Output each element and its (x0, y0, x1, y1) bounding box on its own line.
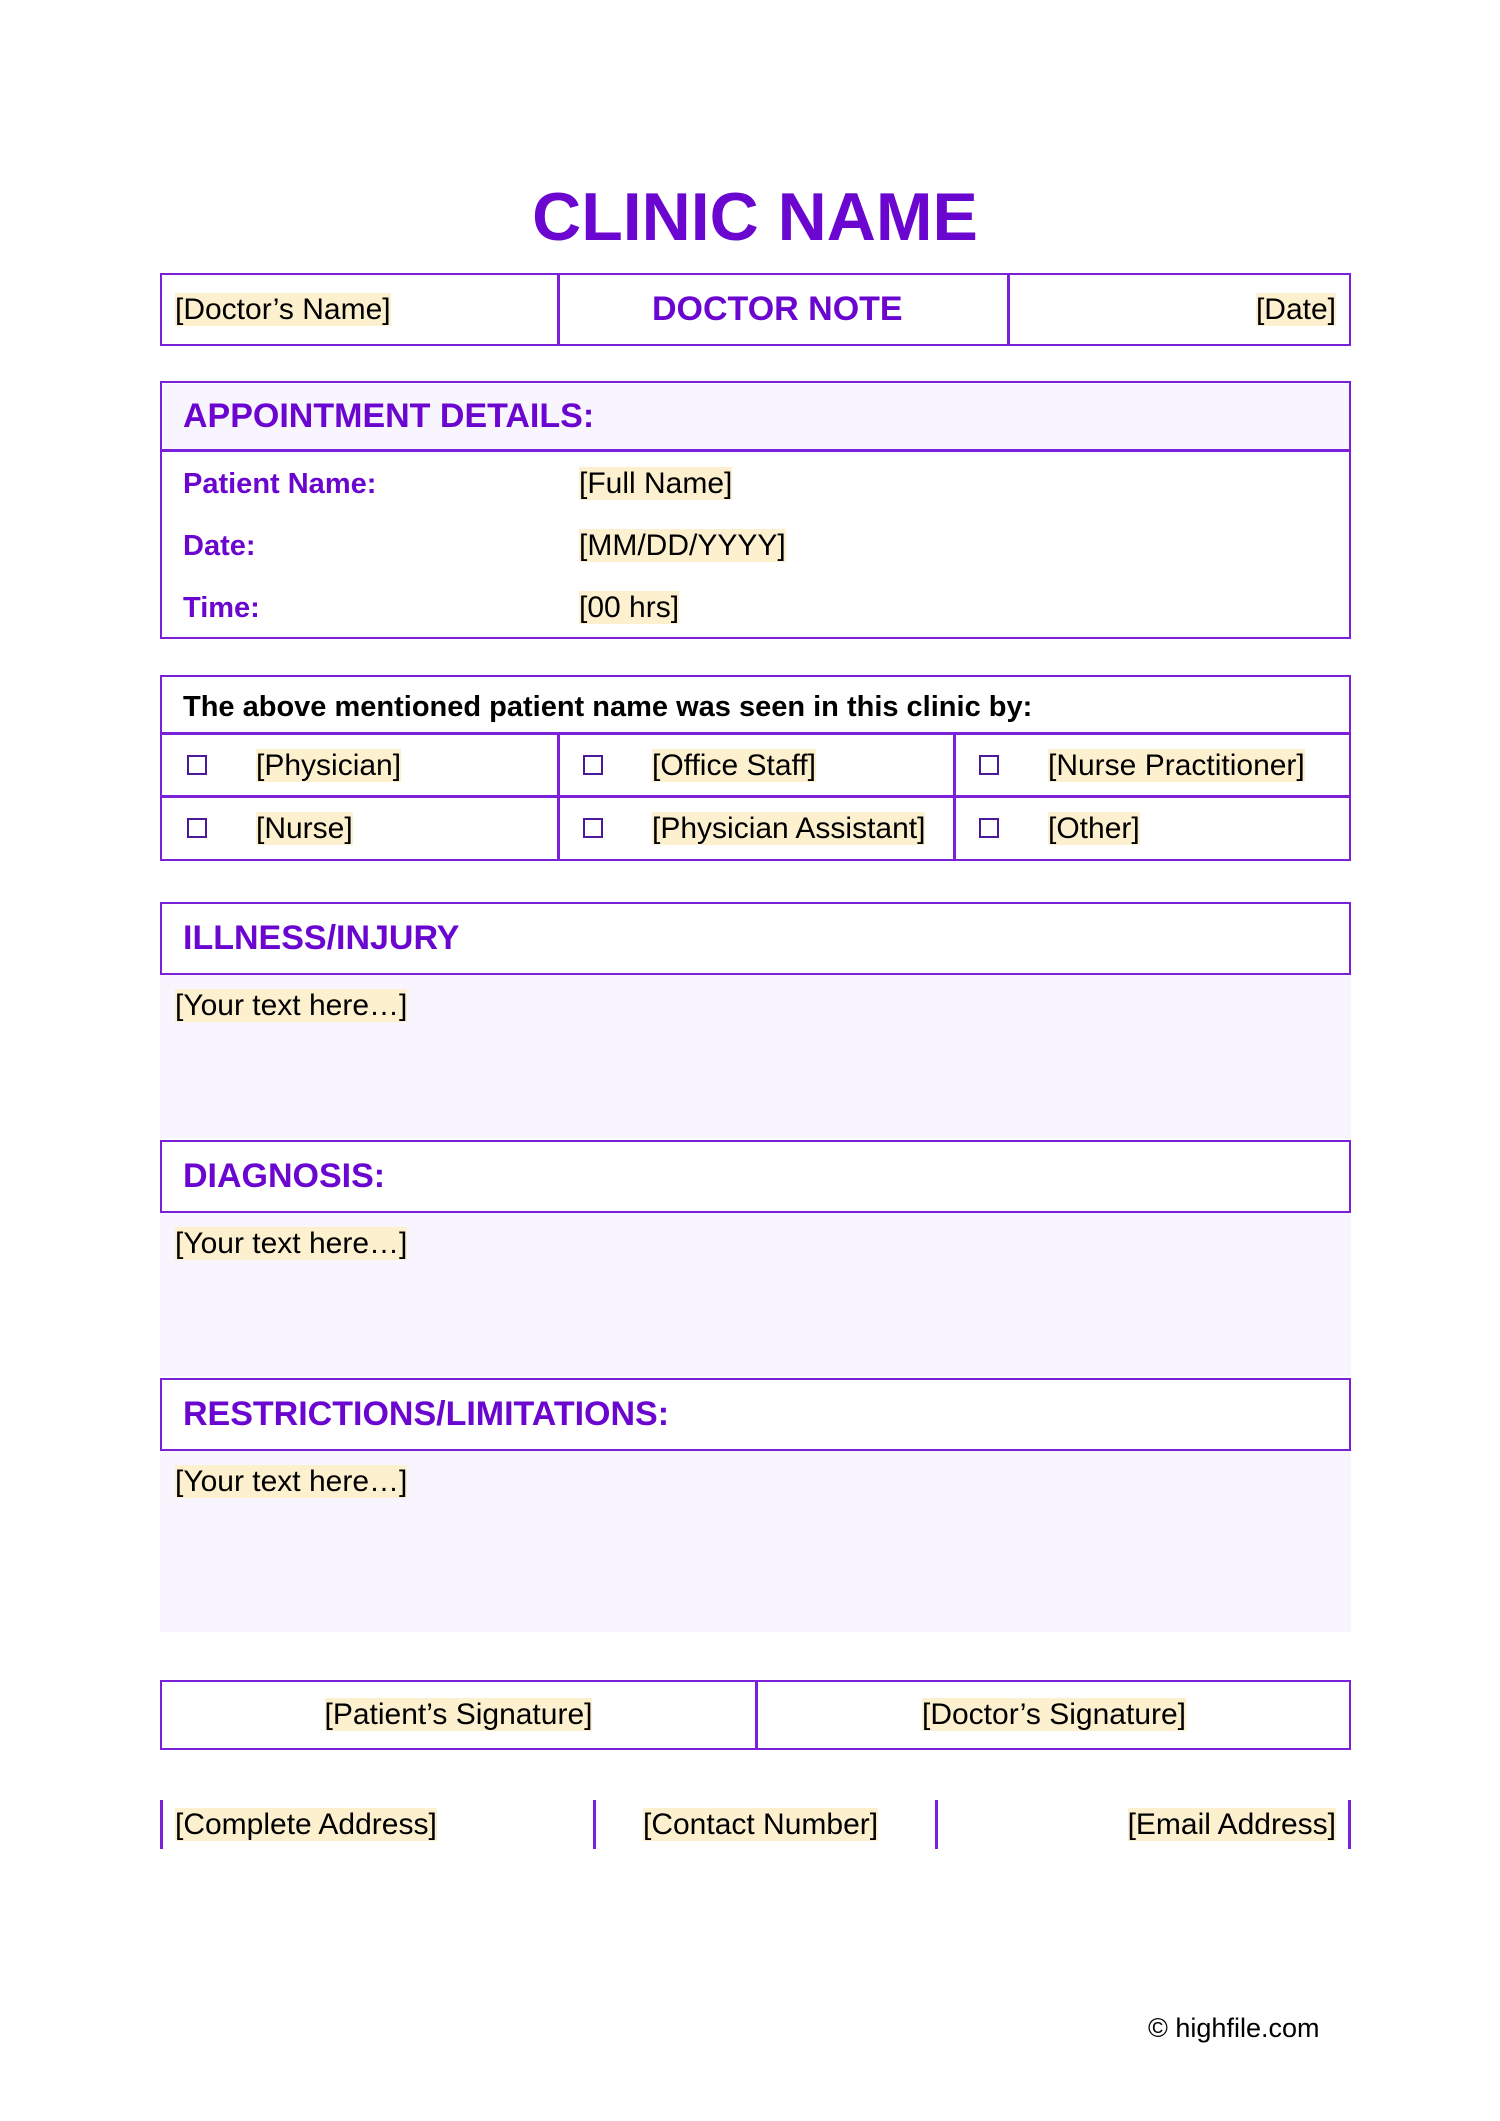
checkbox-office-staff[interactable] (583, 755, 603, 775)
copyright-text: © highfile.com (1148, 2013, 1320, 2043)
checkbox-other[interactable] (979, 818, 999, 838)
option-other: [Other] (1048, 812, 1140, 845)
doctor-signature[interactable]: [Doctor’s Signature] (921, 1698, 1187, 1731)
checkbox-nurse-practitioner[interactable] (979, 755, 999, 775)
doctor-name-field[interactable]: [Doctor’s Name] (175, 293, 391, 326)
clinic-name: CLINIC NAME (532, 179, 978, 255)
diagnosis-text: [Your text here…] (175, 1227, 408, 1260)
illness-text: [Your text here…] (175, 989, 408, 1022)
appointment-date-field[interactable]: [MM/DD/YYYY] (579, 529, 786, 562)
checkbox-physician-assistant[interactable] (583, 818, 603, 838)
restrictions-heading: RESTRICTIONS/LIMITATIONS: (183, 1395, 670, 1433)
appointment-date-label: Date: (183, 530, 256, 562)
illness-heading: ILLNESS/INJURY (183, 919, 460, 957)
option-nurse: [Nurse] (256, 812, 353, 845)
seen-by-heading: The above mentioned patient name was seen in this clinic by: (183, 691, 1033, 723)
checkbox-nurse[interactable] (187, 818, 207, 838)
appointment-heading: APPOINTMENT DETAILS: (183, 397, 595, 435)
restrictions-text: [Your text here…] (175, 1465, 408, 1498)
appointment-time-label: Time: (183, 592, 260, 624)
diagnosis-heading: DIAGNOSIS: (183, 1157, 386, 1195)
patient-name-label: Patient Name: (183, 468, 377, 500)
option-physician: [Physician] (256, 749, 402, 782)
complete-address[interactable]: [Complete Address] (175, 1808, 437, 1841)
note-title: DOCTOR NOTE (652, 290, 903, 328)
email-address[interactable]: [Email Address] (1127, 1808, 1336, 1841)
option-physician-assistant: [Physician Assistant] (652, 812, 926, 845)
option-office-staff: [Office Staff] (652, 749, 816, 782)
option-nurse-practitioner: [Nurse Practitioner] (1048, 749, 1305, 782)
appointment-time-field[interactable]: [00 hrs] (579, 591, 680, 624)
contact-number[interactable]: [Contact Number] (643, 1808, 879, 1841)
patient-name-field[interactable]: [Full Name] (579, 467, 733, 500)
date-field[interactable]: [Date] (1255, 293, 1336, 326)
checkbox-physician[interactable] (187, 755, 207, 775)
patient-signature[interactable]: [Patient’s Signature] (324, 1698, 593, 1731)
